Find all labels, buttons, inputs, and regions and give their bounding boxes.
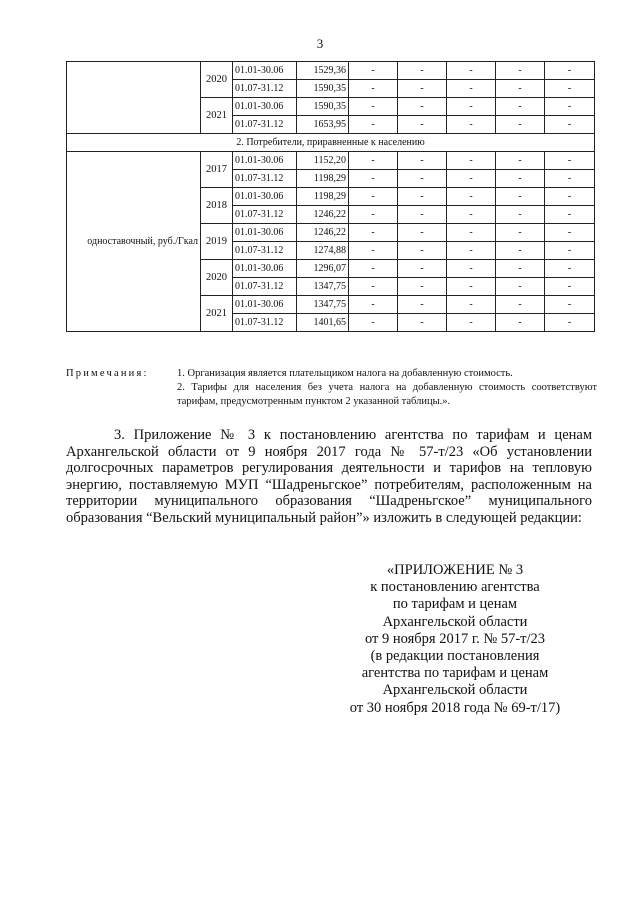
appendix-line: (в редакции постановления (370, 648, 540, 665)
appendix-line: от 9 ноября 2017 г. № 57-т/23 (364, 630, 546, 647)
empty-value-cell: - (496, 170, 545, 188)
empty-value-cell: - (496, 116, 545, 134)
empty-value-cell: - (349, 260, 398, 278)
empty-value-cell: - (447, 314, 496, 332)
empty-value-cell: - (496, 80, 545, 98)
table-row (67, 62, 595, 80)
year-cell: 2021 (201, 296, 233, 332)
group-header-cell: 2. Потребители, приравненные к населению (67, 134, 595, 152)
empty-value-cell: - (447, 224, 496, 242)
empty-value-cell: - (545, 314, 595, 332)
price-cell: 1590,35 (297, 80, 349, 98)
table-group-row (67, 134, 595, 152)
empty-value-cell: - (349, 98, 398, 116)
year-cell: 2020 (201, 260, 233, 296)
note-item: 2. Тарифы для населения без учета налога на добавленную стоимость соответствуют тарифам, предусмотренным пунктом 2 указанной таблицы.». (177, 382, 597, 407)
period-cell: 01.01-30.06 (233, 296, 297, 314)
price-cell: 1274,88 (297, 242, 349, 260)
tariff-table (66, 61, 595, 332)
empty-value-cell: - (496, 260, 545, 278)
table-row (67, 152, 595, 170)
empty-value-cell: - (447, 206, 496, 224)
empty-value-cell: - (496, 296, 545, 314)
empty-value-cell: - (349, 242, 398, 260)
price-cell: 1246,22 (297, 224, 349, 242)
empty-value-cell: - (398, 242, 447, 260)
empty-value-cell: - (545, 260, 595, 278)
empty-value-cell: - (398, 206, 447, 224)
year-cell: 2021 (201, 98, 233, 134)
empty-value-cell: - (496, 62, 545, 80)
period-cell: 01.07-31.12 (233, 314, 297, 332)
empty-value-cell: - (349, 296, 398, 314)
empty-value-cell: - (496, 206, 545, 224)
period-cell: 01.07-31.12 (233, 80, 297, 98)
empty-value-cell: - (447, 260, 496, 278)
period-cell: 01.07-31.12 (233, 242, 297, 260)
price-cell: 1529,36 (297, 62, 349, 80)
empty-value-cell: - (545, 152, 595, 170)
empty-value-cell: - (398, 296, 447, 314)
amendment-paragraph: 3. Приложение № 3 к постановлению агентства по тарифам и ценам Архангельской области от 9 ноября 2017 года № 57-т/23 «Об установлении долгосрочных параметров регулирования деятельности и тарифов на тепловую энергию, поставляемую МУП “Шадреньгское” потребителям, расположенным на территории муниципального образования “Шадреньгское” муниципального образования “Вельский муниципальный район”» изложить в следующей редакции: (66, 427, 592, 526)
empty-value-cell: - (496, 224, 545, 242)
period-cell: 01.01-30.06 (233, 62, 297, 80)
empty-value-cell: - (349, 278, 398, 296)
appendix-heading-block (340, 562, 570, 717)
empty-value-cell: - (545, 80, 595, 98)
empty-value-cell: - (398, 62, 447, 80)
empty-value-cell: - (545, 296, 595, 314)
appendix-line: Архангельской области (382, 682, 528, 699)
empty-value-cell: - (447, 296, 496, 314)
empty-value-cell: - (398, 278, 447, 296)
empty-value-cell: - (349, 314, 398, 332)
period-cell: 01.01-30.06 (233, 260, 297, 278)
empty-value-cell: - (398, 224, 447, 242)
empty-value-cell: - (447, 278, 496, 296)
empty-value-cell: - (398, 116, 447, 134)
price-cell: 1296,07 (297, 260, 349, 278)
price-cell: 1198,29 (297, 170, 349, 188)
period-cell: 01.01-30.06 (233, 188, 297, 206)
page-number: 3 (316, 36, 324, 51)
empty-value-cell: - (398, 152, 447, 170)
empty-value-cell: - (447, 188, 496, 206)
price-cell: 1347,75 (297, 296, 349, 314)
price-cell: 1401,65 (297, 314, 349, 332)
empty-value-cell: - (545, 206, 595, 224)
empty-value-cell: - (545, 62, 595, 80)
year-cell: 2018 (201, 188, 233, 224)
note-item: 1. Организация является плательщиком налога на добавленную стоимость. (177, 368, 513, 379)
empty-value-cell: - (349, 206, 398, 224)
price-cell: 1347,75 (297, 278, 349, 296)
price-cell: 1152,20 (297, 152, 349, 170)
period-cell: 01.07-31.12 (233, 206, 297, 224)
empty-value-cell: - (447, 62, 496, 80)
empty-value-cell: - (349, 80, 398, 98)
price-cell: 1653,95 (297, 116, 349, 134)
empty-value-cell: - (545, 116, 595, 134)
empty-value-cell: - (398, 80, 447, 98)
appendix-line: Архангельской области (382, 613, 528, 630)
empty-value-cell: - (349, 188, 398, 206)
appendix-line: от 30 ноября 2018 года № 69-т/17) (349, 699, 561, 716)
empty-value-cell: - (545, 224, 595, 242)
empty-value-cell: - (545, 170, 595, 188)
appendix-line: по тарифам и ценам (392, 596, 518, 613)
continued-kind-cell (67, 62, 201, 134)
tariff-kind-cell: одноставочный, руб./Гкал (67, 152, 201, 332)
empty-value-cell: - (545, 98, 595, 116)
notes-label: Примечания: (66, 368, 149, 379)
period-cell: 01.01-30.06 (233, 224, 297, 242)
empty-value-cell: - (349, 116, 398, 134)
empty-value-cell: - (447, 242, 496, 260)
empty-value-cell: - (496, 242, 545, 260)
empty-value-cell: - (545, 242, 595, 260)
empty-value-cell: - (349, 170, 398, 188)
empty-value-cell: - (349, 62, 398, 80)
empty-value-cell: - (447, 116, 496, 134)
empty-value-cell: - (496, 278, 545, 296)
year-cell: 2017 (201, 152, 233, 188)
empty-value-cell: - (447, 170, 496, 188)
empty-value-cell: - (447, 80, 496, 98)
appendix-line: «ПРИЛОЖЕНИЕ № 3 (386, 562, 524, 578)
empty-value-cell: - (447, 98, 496, 116)
empty-value-cell: - (349, 152, 398, 170)
year-cell: 2020 (201, 62, 233, 98)
empty-value-cell: - (398, 260, 447, 278)
period-cell: 01.07-31.12 (233, 170, 297, 188)
year-cell: 2019 (201, 224, 233, 260)
empty-value-cell: - (496, 188, 545, 206)
empty-value-cell: - (447, 152, 496, 170)
period-cell: 01.01-30.06 (233, 152, 297, 170)
period-cell: 01.01-30.06 (233, 98, 297, 116)
empty-value-cell: - (398, 188, 447, 206)
appendix-line: агентства по тарифам и ценам (361, 665, 549, 682)
price-cell: 1198,29 (297, 188, 349, 206)
empty-value-cell: - (398, 170, 447, 188)
empty-value-cell: - (496, 152, 545, 170)
appendix-line: к постановлению агентства (370, 579, 540, 596)
period-cell: 01.07-31.12 (233, 116, 297, 134)
price-cell: 1590,35 (297, 98, 349, 116)
empty-value-cell: - (398, 98, 447, 116)
empty-value-cell: - (349, 224, 398, 242)
empty-value-cell: - (398, 314, 447, 332)
period-cell: 01.07-31.12 (233, 278, 297, 296)
notes-list (177, 367, 597, 409)
empty-value-cell: - (545, 278, 595, 296)
empty-value-cell: - (496, 314, 545, 332)
price-cell: 1246,22 (297, 206, 349, 224)
empty-value-cell: - (496, 98, 545, 116)
empty-value-cell: - (545, 188, 595, 206)
